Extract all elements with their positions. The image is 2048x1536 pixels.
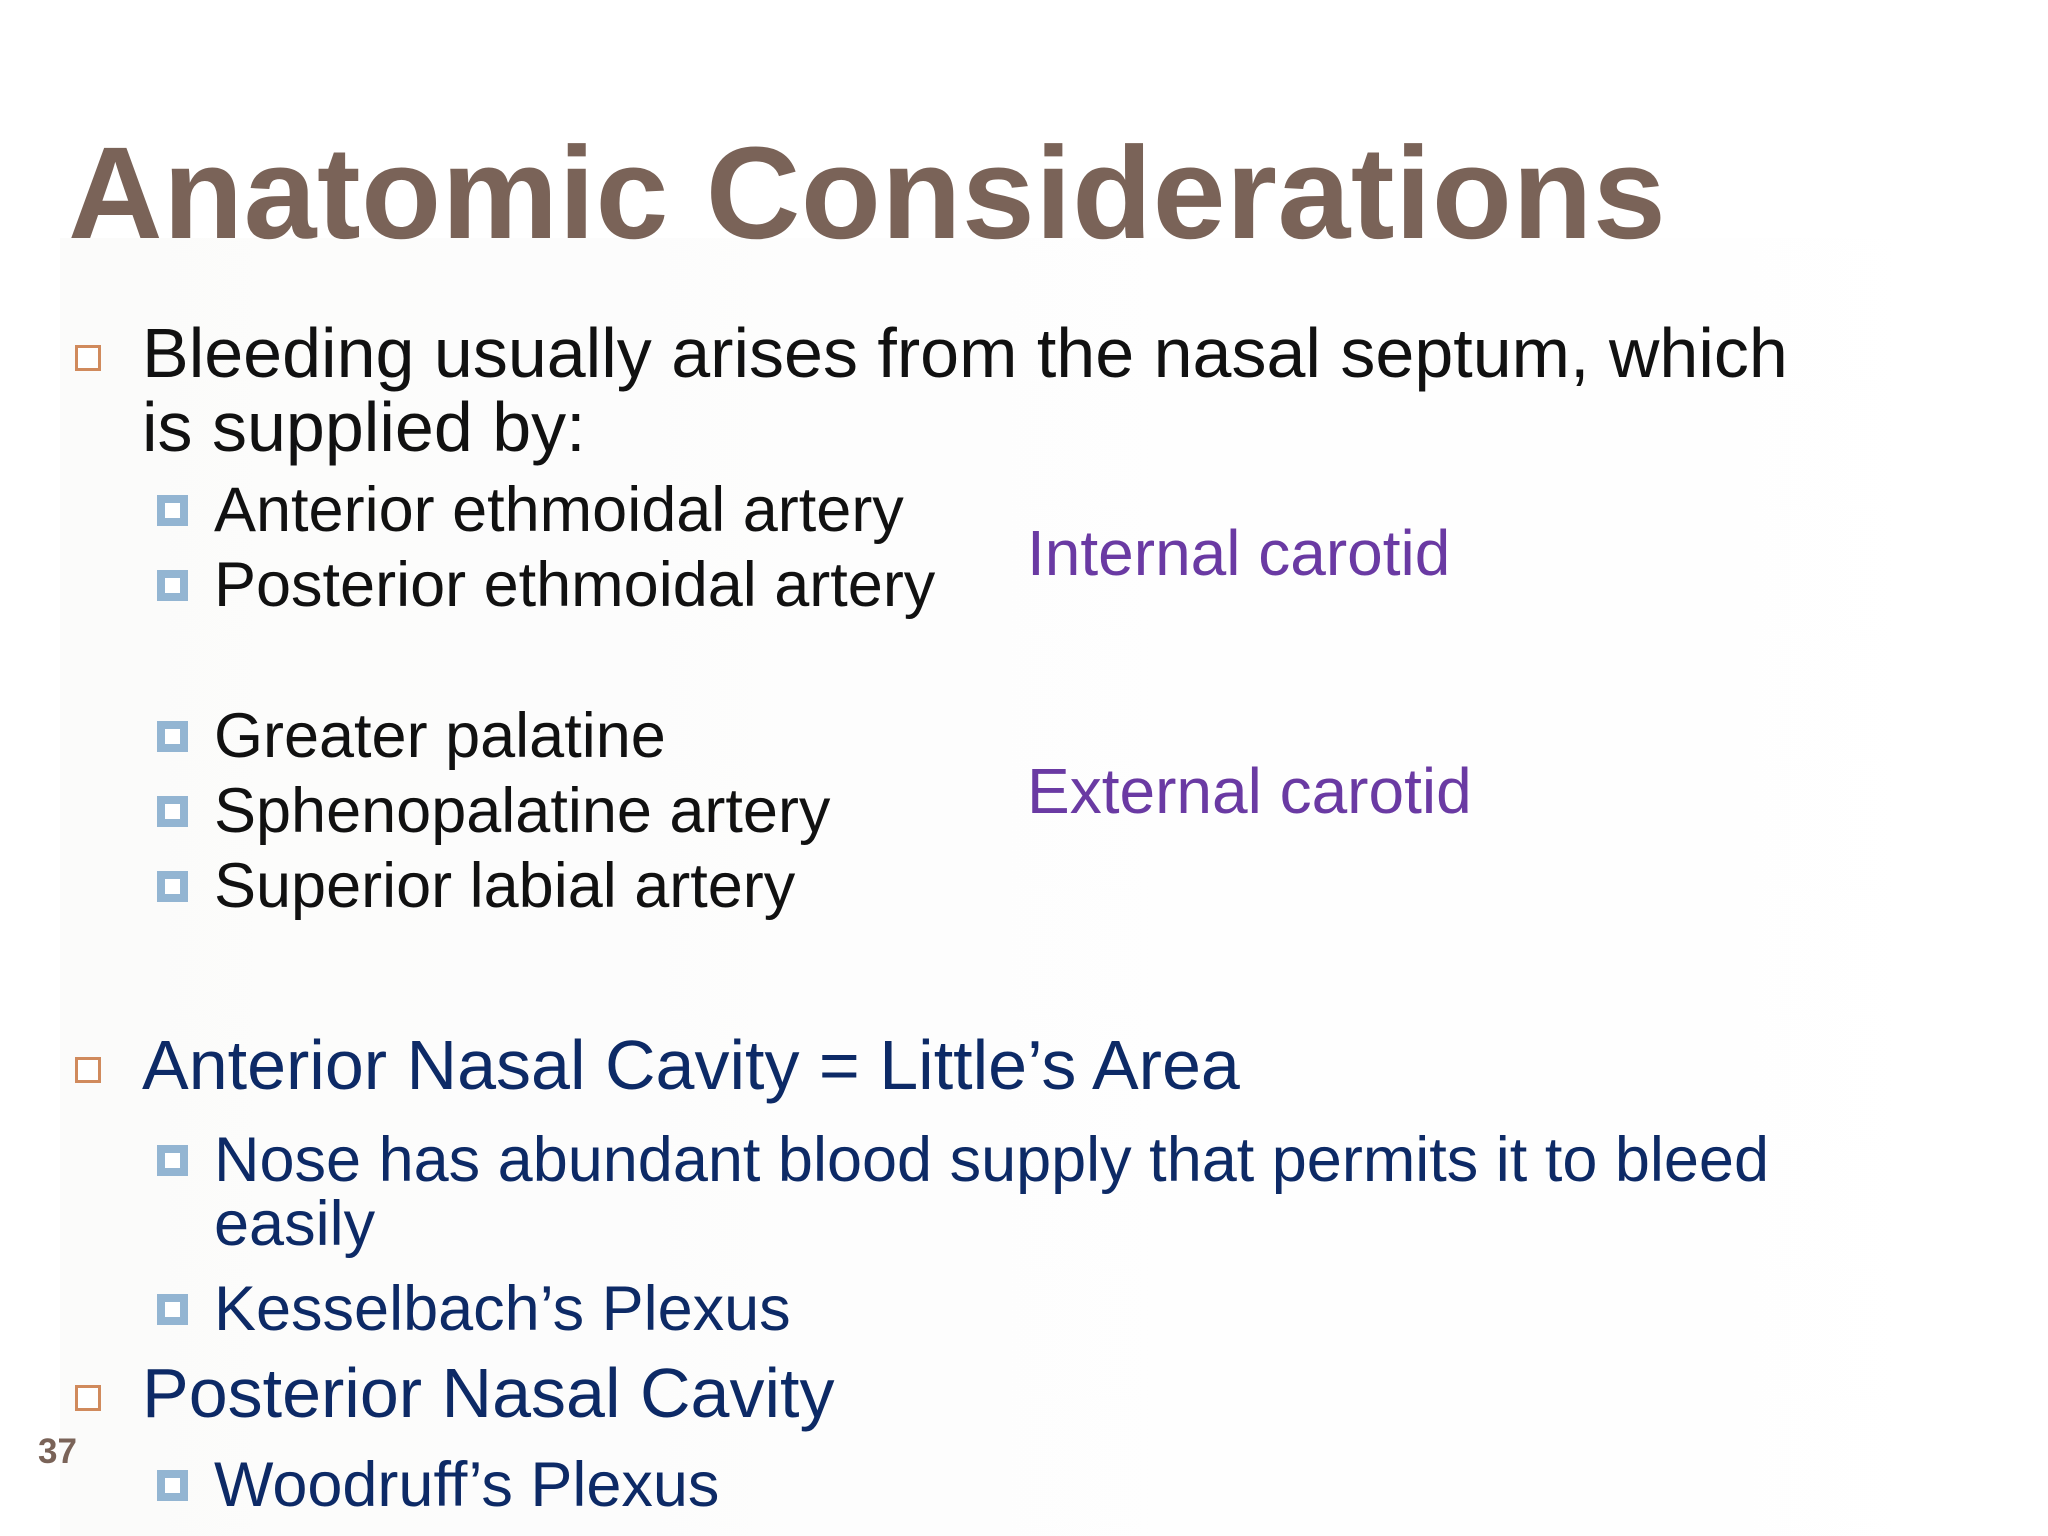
hollow-square-icon — [75, 345, 101, 371]
sub-item-woodruff: Woodruff’s Plexus — [214, 1450, 720, 1520]
filled-square-icon — [157, 495, 188, 526]
filled-square-icon — [157, 1470, 188, 1501]
page-number: 37 — [38, 1432, 77, 1471]
bullet-posterior-nasal-cavity: Posterior Nasal Cavity — [142, 1354, 835, 1432]
slide-title: Anatomic Considerations — [68, 119, 1667, 266]
hollow-square-icon — [75, 1057, 101, 1083]
bullet-1-line-2: is supplied by: — [142, 388, 586, 466]
bullet-1-line-1: Bleeding usually arises from the nasal septum, which — [142, 314, 1788, 392]
filled-square-icon — [157, 796, 188, 827]
filled-square-icon — [157, 721, 188, 752]
filled-square-icon — [157, 871, 188, 902]
sub-item-anterior-ethmoidal: Anterior ethmoidal artery — [214, 475, 904, 545]
internal-carotid-label: Internal carotid — [1027, 517, 1451, 589]
bullet-anterior-nasal-cavity: Anterior Nasal Cavity = Little’s Area — [142, 1026, 1240, 1104]
sub-item-greater-palatine: Greater palatine — [214, 701, 666, 771]
sub-item-abundant-supply-line-2: easily — [214, 1189, 376, 1259]
sub-item-posterior-ethmoidal: Posterior ethmoidal artery — [214, 550, 936, 620]
filled-square-icon — [157, 570, 188, 601]
hollow-square-icon — [75, 1385, 101, 1411]
filled-square-icon — [157, 1294, 188, 1325]
sub-item-kesselbach: Kesselbach’s Plexus — [214, 1274, 791, 1344]
filled-square-icon — [157, 1145, 188, 1176]
external-carotid-label: External carotid — [1027, 755, 1472, 827]
sub-item-superior-labial: Superior labial artery — [214, 851, 796, 921]
sub-item-abundant-supply-line-1: Nose has abundant blood supply that permits it to bleed — [214, 1125, 1770, 1195]
sub-item-sphenopalatine: Sphenopalatine artery — [214, 776, 831, 846]
